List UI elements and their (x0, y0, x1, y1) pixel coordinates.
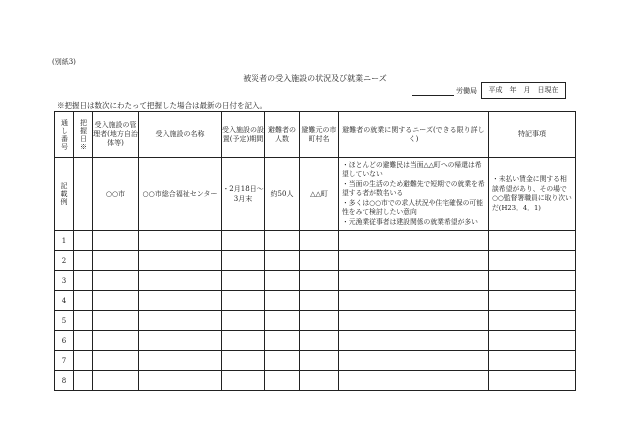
example-date-cell (74, 158, 93, 231)
table-row (55, 371, 576, 391)
blank-cell[interactable] (300, 271, 339, 291)
example-needs-cell (339, 158, 489, 231)
row-number: 5 (55, 311, 74, 331)
blank-cell[interactable] (93, 271, 139, 291)
blank-cell[interactable] (265, 271, 300, 291)
header-facility: 受入施設の名称 (139, 112, 222, 158)
blank-cell[interactable] (74, 331, 93, 351)
blank-cell[interactable] (300, 311, 339, 331)
blank-cell[interactable] (222, 291, 265, 311)
blank-cell[interactable] (489, 311, 576, 331)
blank-cell[interactable] (74, 231, 93, 251)
needs-item: ・ほとんどの避難民は当面△△町への帰還は希望していない (342, 160, 482, 179)
blank-cell[interactable] (74, 271, 93, 291)
blank-cell[interactable] (139, 291, 222, 311)
blank-cell[interactable] (222, 371, 265, 391)
header-needs: 避難者の就業に関するニーズ(できる限り詳しく) (339, 112, 489, 158)
row-number: 8 (55, 371, 74, 391)
table-row (55, 231, 576, 251)
blank-cell[interactable] (339, 231, 489, 251)
blank-cell[interactable] (139, 251, 222, 271)
needs-item: ・当面の生活のため避難先で短期での就業を希望する者が数名いる (342, 179, 485, 198)
blank-cell[interactable] (222, 331, 265, 351)
row-number: 4 (55, 291, 74, 311)
row-number: 1 (55, 231, 74, 251)
office-name-blank[interactable] (412, 86, 454, 96)
blank-cell[interactable] (139, 231, 222, 251)
office-label: 労働局 (456, 87, 477, 95)
blank-cell[interactable] (74, 251, 93, 271)
blank-cell[interactable] (93, 251, 139, 271)
blank-cell[interactable] (339, 331, 489, 351)
blank-cell[interactable] (222, 271, 265, 291)
blank-cell[interactable] (265, 311, 300, 331)
blank-cell[interactable] (265, 331, 300, 351)
blank-cell[interactable] (489, 371, 576, 391)
blank-cell[interactable] (265, 371, 300, 391)
blank-cell[interactable] (93, 371, 139, 391)
blank-cell[interactable] (265, 251, 300, 271)
blank-cell[interactable] (489, 271, 576, 291)
survey-table (54, 111, 576, 391)
blank-cell[interactable] (339, 351, 489, 371)
note-text: ※把握日は数次にわたって把握した場合は最新の日付を記入。 (57, 101, 267, 110)
blank-cell[interactable] (339, 271, 489, 291)
header-count: 避難者の人数 (265, 112, 300, 158)
blank-cell[interactable] (300, 351, 339, 371)
blank-cell[interactable] (93, 351, 139, 371)
header-remarks: 特記事項 (489, 112, 576, 158)
table-row (55, 291, 576, 311)
table-row (55, 311, 576, 331)
blank-cell[interactable] (93, 231, 139, 251)
table-row (55, 331, 576, 351)
blank-cell[interactable] (339, 371, 489, 391)
blank-cell[interactable] (339, 291, 489, 311)
blank-cell[interactable] (93, 311, 139, 331)
blank-cell[interactable] (339, 251, 489, 271)
header-serial: 通し番号 (55, 112, 74, 158)
blank-cell[interactable] (74, 371, 93, 391)
blank-cell[interactable] (265, 291, 300, 311)
blank-cell[interactable] (93, 291, 139, 311)
blank-cell[interactable] (265, 351, 300, 371)
blank-cell[interactable] (300, 291, 339, 311)
example-origin-cell: △△町 (300, 158, 339, 231)
blank-cell[interactable] (139, 331, 222, 351)
form-reference: (別紙3) (52, 58, 76, 66)
blank-cell[interactable] (139, 311, 222, 331)
blank-cell[interactable] (139, 351, 222, 371)
blank-cell[interactable] (300, 251, 339, 271)
blank-cell[interactable] (74, 351, 93, 371)
blank-cell[interactable] (300, 371, 339, 391)
blank-cell[interactable] (489, 251, 576, 271)
header-manager: 受入施設の管理者(地方自治体等) (93, 112, 139, 158)
example-remarks-cell: ・未払い賃金に関する相談希望があり、その場で○○監督署職員に取り次いだ(H23．4．1) (489, 158, 576, 231)
table-row (55, 271, 576, 291)
blank-cell[interactable] (74, 291, 93, 311)
blank-cell[interactable] (93, 331, 139, 351)
date-box[interactable]: 平成 年 月 日現在 (481, 82, 566, 99)
blank-cell[interactable] (489, 231, 576, 251)
blank-cell[interactable] (339, 311, 489, 331)
row-number: 6 (55, 331, 74, 351)
row-number: 3 (55, 271, 74, 291)
header-date: 把握日※ (74, 112, 93, 158)
example-facility-cell: ○○市総合福祉センター (139, 158, 222, 231)
example-label-cell: 記載例 (55, 158, 74, 231)
blank-cell[interactable] (222, 231, 265, 251)
blank-cell[interactable] (300, 331, 339, 351)
blank-cell[interactable] (489, 351, 576, 371)
example-count-cell: 約50人 (265, 158, 300, 231)
needs-item: ・多くは○○市での求人状況や住宅確保の可能性をみて検討したい意向 (342, 198, 484, 217)
blank-cell[interactable] (139, 371, 222, 391)
blank-cell[interactable] (300, 231, 339, 251)
header-period: 受入施設の設置(予定)期間 (222, 112, 265, 158)
blank-cell[interactable] (222, 311, 265, 331)
row-number: 7 (55, 351, 74, 371)
header-origin: 避難元の市町村名 (300, 112, 339, 158)
blank-cell[interactable] (74, 311, 93, 331)
blank-cell[interactable] (222, 251, 265, 271)
blank-cell[interactable] (222, 351, 265, 371)
example-period-cell: ・2月18日～3月末 (222, 158, 265, 231)
header-row (55, 112, 576, 158)
table-row (55, 351, 576, 371)
example-row (55, 158, 576, 231)
blank-cell[interactable] (139, 271, 222, 291)
blank-cell[interactable] (265, 231, 300, 251)
example-manager-cell: ○○市 (93, 158, 139, 231)
blank-cell[interactable] (489, 331, 576, 351)
page-title: 被災者の受入施設の状況及び就業ニーズ (243, 74, 387, 83)
row-number: 2 (55, 251, 74, 271)
needs-item: ・元漁業従事者は建設関係の就業希望が多い (342, 217, 478, 226)
blank-cell[interactable] (489, 291, 576, 311)
table-row (55, 251, 576, 271)
